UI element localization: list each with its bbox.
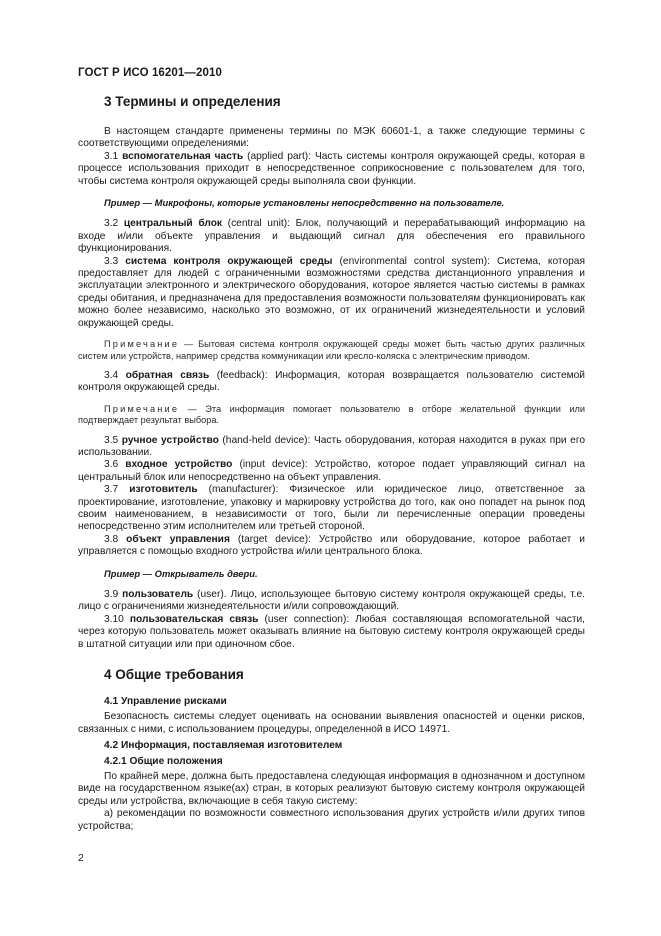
term-number: 3.1 [104, 150, 119, 162]
section-4-1-heading: 4.1 Управление рисками [104, 696, 227, 708]
term-name: обратная связь [125, 369, 210, 381]
term-name: система контроля окружающей среды [125, 255, 333, 267]
term-definition: (environmental control system): Система, которая предоставляет для людей с ограниченными возможностями средства дистанционного управления и эксплуатации электронного и электрического оборудования, которое является частью системы в рамках среды обитания, и предназначена для предоставления возможности пользователям функционировать как можно более независимо, насколько это возможно, от их ограничений жизнедеятельности и условий окружающей среды. [78, 255, 585, 329]
term-3-6 [78, 459, 585, 484]
term-number: 3.8 [104, 533, 119, 545]
term-3-7 [78, 484, 585, 534]
term-3-5 [78, 435, 585, 460]
section-4-1-text: Безопасность системы следует оценивать на основании выявления опасностей и оценки рисков, связанных с ними, с использованием процедуры, определенной в ИСО 14971. [78, 711, 585, 735]
page-content [78, 88, 585, 833]
page-number: 2 [78, 852, 84, 864]
example-2: Пример — Открыватель двери. [104, 567, 258, 579]
note-1 [78, 339, 585, 362]
section-4-heading: 4 Общие требования [104, 667, 244, 683]
term-definition: (manufacturer): Физическое или юридическое лицо, ответственное за проектирование, изготовление, упаковку и маркировку устройства до того, как оно попадет на рынок под своим наименованием, в независимости от того, были ли перечисленные операции проведены непосредственно этим исполнителем или третьей стороной. [78, 484, 585, 533]
note-text: — Бытовая система контроля окружающей среды может быть частью других различных систем или устройств, например средства коммуникации или кресло-коляска с электрическим приводом. [78, 339, 585, 361]
section-3-heading: 3 Термины и определения [104, 94, 281, 109]
term-3-4 [78, 370, 585, 395]
term-name: изготовитель [129, 484, 198, 496]
list-item-a: а) рекомендации по возможности совместного использования других устройств и/или других типов устройства; [78, 808, 585, 832]
term-definition: (hand-held device): Часть оборудования, которая находится в руках при его использовании. [78, 434, 585, 458]
term-definition: (user connection): Любая составляющая вспомогательной части, через которую пользователь может оказывать влияние на бытовую систему контроля окружающей среды в штатной ситуации или при одиночном сбое. [78, 613, 586, 650]
note-2 [78, 404, 585, 427]
term-name: объект управления [126, 533, 230, 545]
term-3-1 [78, 151, 585, 188]
term-definition: (applied part): Часть системы контроля окружающей среды, которая в процессе использования приходит в непосредственное соприкосновение с пользователем для того, чтобы система контроля окружающей среды выполняла свои функции. [78, 150, 585, 187]
example-1: Пример — Микрофоны, которые установлены непосредственно на пользователе. [104, 197, 505, 209]
term-definition: (central unit): Блок, получающий и перерабатывающий информацию на входе и/или объекте управления и выдающий сигнал для обеспечения его правильного функционирования. [78, 218, 585, 255]
term-number: 3.2 [104, 218, 119, 230]
term-definition: (input device): Устройство, которое подает управляющий сигнал на центральный блок или непосредственно на объект управления. [78, 459, 585, 483]
term-number: 3.7 [104, 484, 119, 496]
term-number: 3.9 [104, 589, 119, 600]
section-3-intro: В настоящем стандарте применены термины по МЭК 60601-1, а также следующие термины с соответствующими определениями: [78, 126, 585, 150]
term-name: ручное устройство [121, 434, 219, 446]
term-number: 3.4 [104, 369, 119, 381]
term-definition: (target device): Устройство или оборудование, которое работает и управляется с помощью входного устройства и/или центрального блока. [78, 533, 585, 558]
term-3-9 [78, 589, 585, 614]
term-number: 3.3 [104, 255, 119, 267]
note-label: Примечание [104, 339, 180, 350]
section-4-2-1-heading: 4.2.1 Общие положения [104, 755, 223, 767]
term-name: вспомогательная часть [122, 150, 244, 162]
term-name: пользовательская связь [129, 613, 259, 625]
term-name: центральный блок [123, 218, 223, 230]
term-3-8 [78, 534, 585, 559]
term-definition: (user). Лицо, использующее бытовую систему контроля окружающей среды, т.е. лицо с ограничениями жизнедеятельности и/или сопровождающий. [78, 589, 585, 613]
term-number: 3.6 [104, 459, 119, 471]
section-4-2-heading: 4.2 Информация, поставляемая изготовителем [104, 740, 343, 752]
section-4-2-1-text: По крайней мере, должна быть предоставлена следующая информация в однозначном и доступном виде на государственном языке(ах) стран, в которых реализуют бытовую систему контроля окружающей среды или устройства, включающие в себя такую систему: [78, 771, 585, 807]
term-3-2 [78, 218, 585, 255]
term-3-10 [78, 614, 585, 651]
term-number: 3.10 [104, 613, 124, 625]
term-name: пользователь [122, 589, 194, 600]
note-text: — Эта информация помогает пользователю в отборе желательной функции или подтверждает результат выбора. [78, 403, 585, 426]
term-name: входное устройство [125, 459, 233, 471]
term-3-3 [78, 256, 585, 330]
document-header: ГОСТ Р ИСО 16201—2010 [78, 67, 223, 79]
term-definition: (feedback): Информация, которая возвращается пользователю системой контроля окружающей среды. [78, 369, 585, 394]
note-label: Примечание [104, 403, 180, 414]
term-number: 3.5 [104, 434, 119, 446]
